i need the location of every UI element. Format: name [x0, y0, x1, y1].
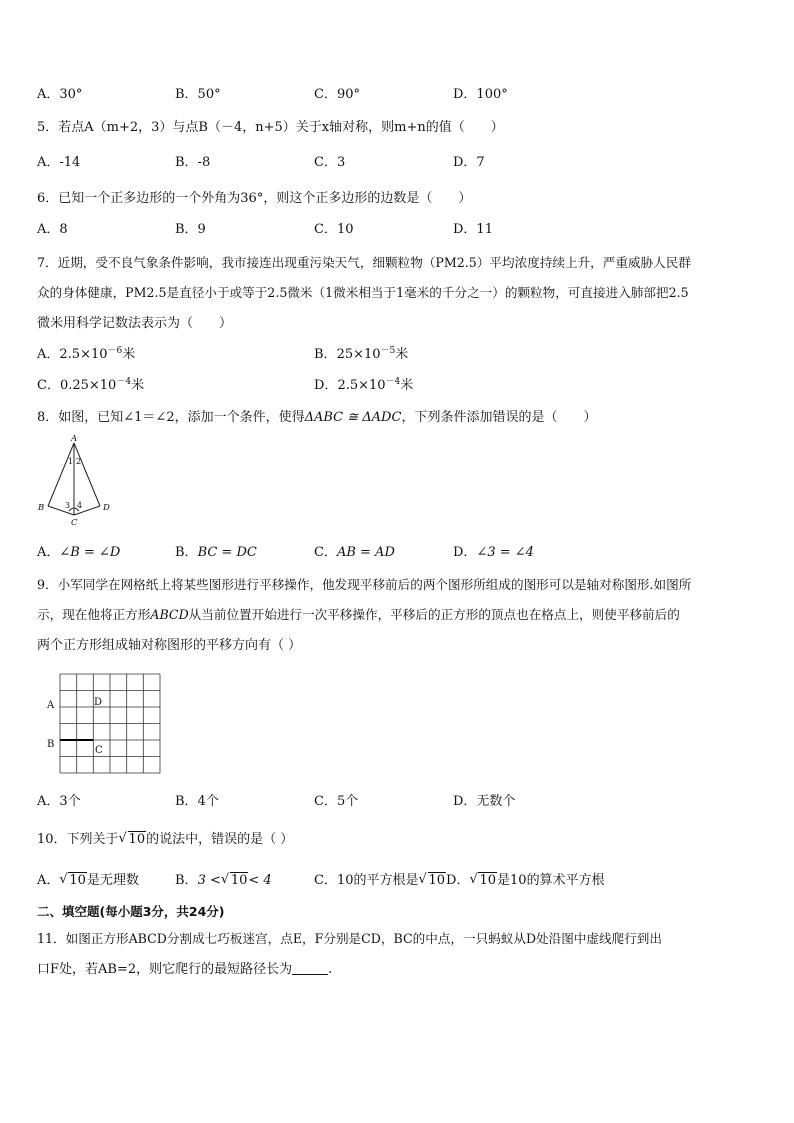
q9-option-b[interactable]: B．4个 — [175, 794, 219, 809]
q6-option-c[interactable]: C．10 — [314, 222, 354, 237]
q9-label-b: B — [47, 739, 55, 750]
q8-label-angle1: 1 — [68, 457, 74, 466]
q8-option-c[interactable] — [314, 541, 395, 560]
q8-option-b[interactable] — [175, 541, 257, 560]
q8-stem-part2: ，下列条件添加错误的是（ ） — [401, 410, 597, 425]
q9-stem-line2-part2: 从当前位置开始进行一次平移操作，平移后的正方形的顶点也在格点上，则使平移前后的 — [188, 607, 680, 622]
q7-option-b-unit: 米 — [395, 347, 409, 362]
q7-option-a-mantissa: 2.5×10 — [59, 347, 108, 362]
q10-option-a-label: A． — [37, 873, 60, 888]
q8-label-a: A — [71, 434, 78, 444]
q8-label-c: C — [71, 518, 78, 528]
q7-stem-line2: 众的身体健康，PM2.5是直径小于或等于2.5微米（1微米相当于1毫米的千分之一）的颗粒物，可直接进入肺部把2.5 — [37, 285, 689, 300]
q10-stem-part2: 的说法中，错误的是（ ） — [146, 832, 294, 847]
q8-label-angle3: 3 — [65, 501, 71, 510]
q10-option-c-label: C．10的平方根是 — [314, 873, 419, 888]
q10-option-a-sqrt — [59, 873, 87, 888]
q7-option-a-exponent: －6 — [107, 346, 123, 356]
q11-stem-line2-part2: . — [328, 962, 333, 977]
q4-option-b[interactable]: B．50° — [175, 87, 221, 102]
q8-segment-ab — [48, 443, 74, 506]
q7-option-d[interactable] — [314, 374, 413, 393]
q10-sqrt-symbol — [119, 832, 147, 847]
q9-option-d[interactable]: D．无数个 — [453, 794, 516, 809]
q8-option-d-label: D． — [453, 545, 477, 560]
q9-stem-line2 — [37, 604, 767, 623]
q10-option-c-and-d[interactable] — [314, 869, 605, 888]
q6-option-a[interactable]: A．8 — [37, 222, 68, 237]
q8-option-a[interactable] — [37, 541, 120, 560]
q8-stem-congruence: ΔABC ≅ ΔADC — [304, 410, 402, 425]
q9-stem-line2-part1: 示，现在他将正方形 — [37, 607, 151, 622]
q8-label-d: D — [103, 503, 110, 513]
q7-option-c-unit: 米 — [131, 378, 145, 393]
q8-option-b-expr: BC = DC — [197, 545, 257, 560]
q6-stem: 6．已知一个正多边形的一个外角为36°，则这个正多边形的边数是（ ） — [37, 191, 472, 206]
q7-stem-line3: 微米用科学记数法表示为（ ） — [37, 316, 233, 331]
q10-radicand: 10 — [128, 832, 146, 847]
q5-option-d[interactable]: D．7 — [453, 155, 485, 170]
q9-option-c[interactable]: C．5个 — [314, 794, 359, 809]
q10-option-a-radicand: 10 — [69, 873, 86, 888]
q9-stem-line3: 两个正方形组成轴对称图形的平移方向有（ ） — [37, 638, 302, 653]
q11-stem-line1: 11．如图正方形ABCD分割成七巧板迷宫，点E，F分别是CD，BC的中点，一只蚂蚁从D处沿图中虚线爬行到出 — [37, 931, 662, 946]
q10-option-d-text: 是10的算术平方根 — [497, 873, 605, 888]
q8-label-angle2: 2 — [76, 457, 82, 466]
q10-option-a[interactable] — [37, 869, 139, 888]
q6-option-b[interactable]: B．9 — [175, 222, 206, 237]
q9-grid-figure — [44, 670, 164, 776]
q10-option-d-sqrt — [469, 873, 497, 888]
q7-option-c-mantissa: 0.25×10 — [59, 378, 117, 393]
q9-grid-lines — [60, 674, 160, 773]
q7-option-a-unit: 米 — [122, 347, 136, 362]
q10-option-b-label: B． — [175, 873, 198, 888]
q10-option-d-radicand: 10 — [479, 873, 497, 888]
q8-label-b: B — [38, 503, 45, 513]
section2-title: 二、填空题(每小题3分，共24分) — [37, 904, 225, 919]
q7-option-b-mantissa: 25×10 — [336, 347, 381, 362]
q7-option-b[interactable] — [314, 343, 408, 362]
q7-option-c-exponent: －4 — [116, 377, 132, 387]
q10-stem-part1: 10．下列关于 — [37, 832, 119, 847]
q11-stem-line2-part1: 口F处，若AB=2，则它爬行的最短路径长为 — [37, 962, 293, 977]
q9-label-a: A — [47, 700, 55, 711]
q8-segment-ad — [74, 443, 100, 506]
q8-option-c-expr: AB = AD — [336, 545, 395, 560]
q10-option-c-radicand: 10 — [428, 873, 446, 888]
q10-stem — [37, 828, 767, 847]
q10-option-b[interactable] — [175, 869, 272, 888]
q11-stem-line2 — [37, 958, 767, 977]
q4-option-d[interactable]: D．100° — [453, 87, 508, 102]
q10-option-c-sqrt — [419, 873, 447, 888]
q10-option-b-radicand: 10 — [230, 873, 248, 888]
q7-option-d-exponent: －4 — [385, 377, 401, 387]
q4-option-c[interactable]: C．90° — [314, 87, 360, 102]
q7-stem-line1: 7．近期，受不良气象条件影响，我市接连出现重污染天气，细颗粒物（PM2.5）平均浓度持续上升，严重威胁人民群 — [37, 255, 691, 270]
q10-option-b-sqrt — [221, 873, 249, 888]
q8-option-d[interactable] — [453, 541, 534, 560]
q10-option-b-right: < 4 — [248, 873, 272, 888]
q11-answer-blank[interactable] — [292, 962, 328, 975]
q9-label-c: C — [95, 745, 103, 756]
q7-option-c-label: C． — [37, 378, 60, 393]
q5-option-a[interactable]: A．-14 — [37, 155, 81, 170]
q8-option-d-expr: ∠3 = ∠4 — [476, 545, 534, 560]
q7-option-b-exponent: －5 — [380, 346, 396, 356]
q7-option-a[interactable] — [37, 343, 135, 362]
q7-option-d-unit: 米 — [400, 378, 414, 393]
q4-option-a[interactable]: A．30° — [37, 87, 83, 102]
q6-option-d[interactable]: D．11 — [453, 222, 493, 237]
q7-option-b-label: B． — [314, 347, 337, 362]
q8-label-angle4: 4 — [77, 501, 83, 510]
q9-stem-square-name: ABCD — [150, 607, 189, 622]
q7-option-d-label: D． — [314, 378, 338, 393]
q8-option-a-label: A． — [37, 545, 60, 560]
q8-kite-figure — [36, 433, 122, 529]
q8-option-a-expr: ∠B = ∠D — [59, 545, 121, 560]
q8-option-b-label: B． — [175, 545, 198, 560]
q7-option-d-mantissa: 2.5×10 — [337, 378, 386, 393]
q9-label-d: D — [94, 697, 103, 708]
q7-option-c[interactable] — [37, 374, 144, 393]
q5-option-c[interactable]: C．3 — [314, 155, 346, 170]
q7-option-a-label: A． — [37, 347, 60, 362]
q8-stem — [37, 406, 767, 425]
q10-option-d-label: D． — [446, 873, 470, 888]
q10-option-b-left: 3 < — [197, 873, 221, 888]
q10-option-a-text: 是无理数 — [86, 873, 139, 888]
q9-stem-line1: 9．小军同学在网格纸上将某些图形进行平移操作，他发现平移前后的两个图形所组成的图形可以是轴对称图形.如图所 — [37, 577, 692, 592]
q8-option-c-label: C． — [314, 545, 337, 560]
q9-option-a[interactable]: A．3个 — [37, 794, 81, 809]
q8-stem-part1: 8．如图，已知∠1＝∠2，添加一个条件，使得 — [37, 410, 305, 425]
q5-option-b[interactable]: B．-8 — [175, 155, 211, 170]
q5-stem: 5．若点A（m+2，3）与点B（－4，n+5）关于x轴对称，则m+n的值（ ） — [37, 120, 504, 135]
